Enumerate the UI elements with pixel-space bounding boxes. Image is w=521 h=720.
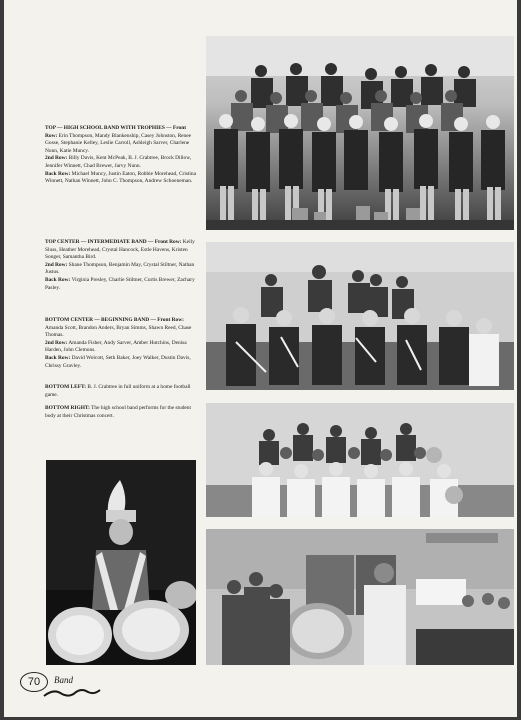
photo-intermediate-band <box>206 242 514 390</box>
section-name: Band <box>54 675 73 685</box>
photo-high-school-band-image <box>206 36 514 230</box>
caption-intermediate-band <box>45 239 197 292</box>
caption-bottom-left <box>45 384 197 399</box>
photo-christmas-concert <box>206 529 514 665</box>
caption-row-label: 2nd Row: <box>45 155 68 162</box>
caption-text: The high school band performs for the student body at their Christmas concert. <box>45 405 191 419</box>
page-number: 70 <box>20 672 48 692</box>
caption-bottom-right <box>45 405 197 420</box>
caption-paragraph <box>45 340 197 355</box>
caption-paragraph <box>45 277 197 292</box>
caption-paragraph <box>45 125 197 155</box>
photo-high-school-band <box>206 36 514 230</box>
caption-row-label: 2nd Row: <box>45 261 68 268</box>
caption-paragraph <box>45 155 197 170</box>
caption-heading: BOTTOM CENTER — BEGINNING BAND — Front Row: <box>45 317 184 323</box>
caption-row-label: Back Row: <box>45 276 71 283</box>
photo-drum-major-image <box>46 460 196 665</box>
photo-beginning-band-image <box>206 403 514 517</box>
caption-text: Virginia Presley, Charlie Stiltner, Curtis Brewer, Zachary Pasley. <box>45 276 195 291</box>
caption-text: Erin Thompson, Mandy Blankenship, Casey Johnston, Renee Gosse, Stephanie Kelley, Leslie Carroll, Ashleigh Sarver, Charlene Nunn, Katie Muncy. <box>45 132 192 154</box>
caption-paragraph <box>45 384 197 399</box>
page-edge-left <box>0 0 4 720</box>
page-edge-right <box>517 0 521 720</box>
photo-drum-major <box>46 460 196 665</box>
caption-text: Shane Thompson, Benjamin May, Crystal Stiltner, Nathan Justus. <box>45 261 195 276</box>
caption-high-school-band <box>45 125 197 186</box>
caption-row-label: Back Row: <box>45 170 71 177</box>
photo-intermediate-band-image <box>206 242 514 390</box>
caption-paragraph <box>45 239 197 262</box>
photo-beginning-band <box>206 403 514 517</box>
caption-paragraph <box>45 171 197 186</box>
caption-text: Amanda Scott, Brandon Anders, Bryan Simms, Shawn Reed, Chase Thomas. <box>45 324 192 339</box>
caption-text: Amanda Fisher, Andy Sarver, Amber Hutchins, Denisa Harden, John Clemons. <box>45 339 187 354</box>
caption-row-label: 2nd Row: <box>45 339 68 346</box>
photo-christmas-concert-image <box>206 529 514 665</box>
caption-row-label: Back Row: <box>45 354 71 361</box>
caption-heading: TOP CENTER — INTERMEDIATE BAND — Front Row: <box>45 239 182 245</box>
swoosh-icon <box>42 686 102 700</box>
caption-row-label: BOTTOM RIGHT: <box>45 405 90 411</box>
caption-paragraph <box>45 355 197 370</box>
caption-heading: TOP — HIGH SCHOOL BAND WITH TROPHIES — Front Row: <box>45 125 186 139</box>
caption-text: Michael Muncy, Justin Eaton, Robbie Morehead, Cristina Winnett, Nathan Winnett, John C. Thompson, Andrew Schoeneman. <box>45 170 197 185</box>
caption-row-label: BOTTOM LEFT: <box>45 384 86 390</box>
caption-paragraph <box>45 405 197 420</box>
caption-text: B. J. Crabtree in full uniform at a home football game. <box>45 384 191 398</box>
caption-text: Billy Davis, Kent McPeak, B. J. Crabtree, Brock Dillow, Jennifer Winnett, Chad Brewer, Jarvy Nunn. <box>45 155 192 169</box>
caption-text: David Wolcott, Seth Baker, Joey Walker, Dustin Davis, Chrissy Gravley. <box>45 354 191 369</box>
caption-beginning-band <box>45 317 197 370</box>
caption-paragraph <box>45 262 197 277</box>
caption-paragraph <box>45 317 197 340</box>
caption-text: Kelly Sluss, Heather Morehead, Crystal Hancock, Estle Havens, Kristen Songer, Samantha Bird. <box>45 239 195 261</box>
